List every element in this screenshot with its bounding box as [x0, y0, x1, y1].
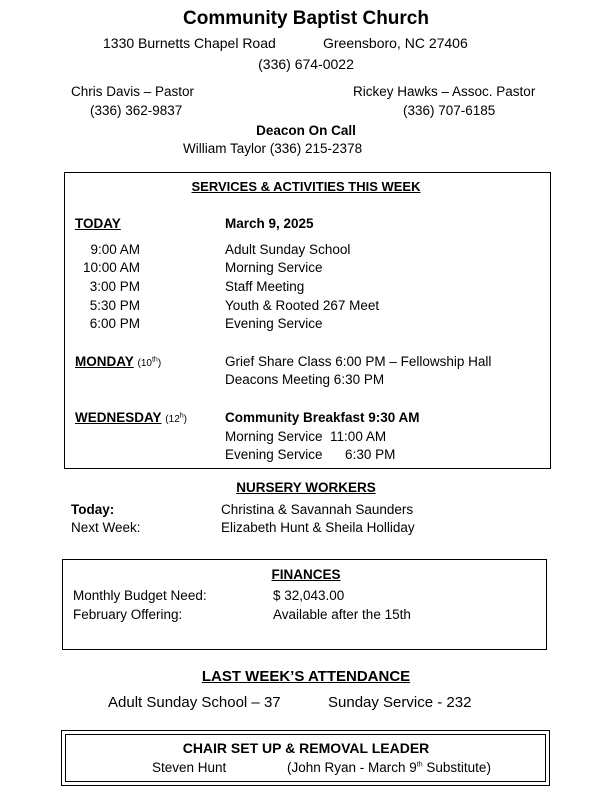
finances-title: FINANCES [271, 567, 341, 582]
wednesday-event: Evening Service 6:30 PM [225, 447, 396, 462]
today-label: TODAY [75, 216, 121, 231]
monday-event: Deacons Meeting 6:30 PM [225, 372, 385, 387]
today-time: 3:00 PM [89, 279, 140, 294]
assoc-pastor-phone: (336) 707-6185 [403, 103, 496, 118]
wednesday-label: WEDNESDAY [75, 410, 162, 425]
today-event: Youth & Rooted 267 Meet [225, 298, 380, 313]
wednesday-event: Community Breakfast 9:30 AM [225, 410, 420, 425]
chair-leader: Steven Hunt [152, 760, 227, 775]
today-event: Adult Sunday School [225, 242, 351, 257]
attendance-sunday-service: Sunday Service - 232 [328, 694, 472, 711]
pastor-phone: (336) 362-9837 [90, 103, 183, 118]
deacon-on-call: William Taylor (336) 215-2378 [183, 141, 363, 156]
today-time: 10:00 AM [82, 260, 140, 275]
chair-title: CHAIR SET UP & REMOVAL LEADER [182, 740, 430, 756]
monday-day: (10th) [137, 356, 162, 369]
nursery-today-label: Today: [71, 502, 115, 517]
wednesday-heading [75, 410, 187, 425]
wednesday-event: Morning Service 11:00 AM [225, 429, 387, 444]
church-name: Community Baptist Church [183, 8, 429, 29]
attendance-sunday-school: Adult Sunday School – 37 [108, 694, 281, 711]
today-date: March 9, 2025 [225, 216, 314, 231]
monday-heading [75, 354, 161, 369]
nursery-next-names: Elizabeth Hunt & Sheila Holliday [221, 520, 415, 535]
pastor-name: Chris Davis – Pastor [71, 84, 195, 99]
nursery-title: NURSERY WORKERS [236, 480, 376, 495]
nursery-next-label: Next Week: [71, 520, 141, 535]
today-time: 9:00 AM [90, 242, 140, 257]
today-time: 6:00 PM [89, 316, 140, 331]
today-event: Evening Service [225, 316, 323, 331]
nursery-today-names: Christina & Savannah Saunders [221, 502, 414, 517]
budget-label: Monthly Budget Need: [73, 588, 207, 603]
offering-label: February Offering: [73, 607, 183, 622]
chair-substitute: (John Ryan - March 9th Substitute) [287, 760, 491, 775]
today-event: Morning Service [225, 260, 323, 275]
budget-value: $ 32,043.00 [273, 588, 345, 603]
monday-label: MONDAY [75, 354, 134, 369]
services-title: SERVICES & ACTIVITIES THIS WEEK [191, 179, 421, 194]
offering-value: Available after the 15th [273, 607, 411, 622]
deacon-heading: Deacon On Call [256, 123, 356, 138]
street-address: 1330 Burnetts Chapel Road [103, 35, 276, 51]
church-phone: (336) 674-0022 [258, 56, 354, 72]
today-event: Staff Meeting [225, 279, 305, 294]
attendance-title: LAST WEEK’S ATTENDANCE [201, 668, 411, 685]
today-time: 5:30 PM [89, 298, 140, 313]
city-address: Greensboro, NC 27406 [323, 35, 468, 51]
wednesday-day: (12$^h$) [165, 412, 187, 425]
assoc-pastor-name: Rickey Hawks – Assoc. Pastor [353, 84, 536, 99]
monday-event: Grief Share Class 6:00 PM – Fellowship Hall [225, 354, 492, 369]
